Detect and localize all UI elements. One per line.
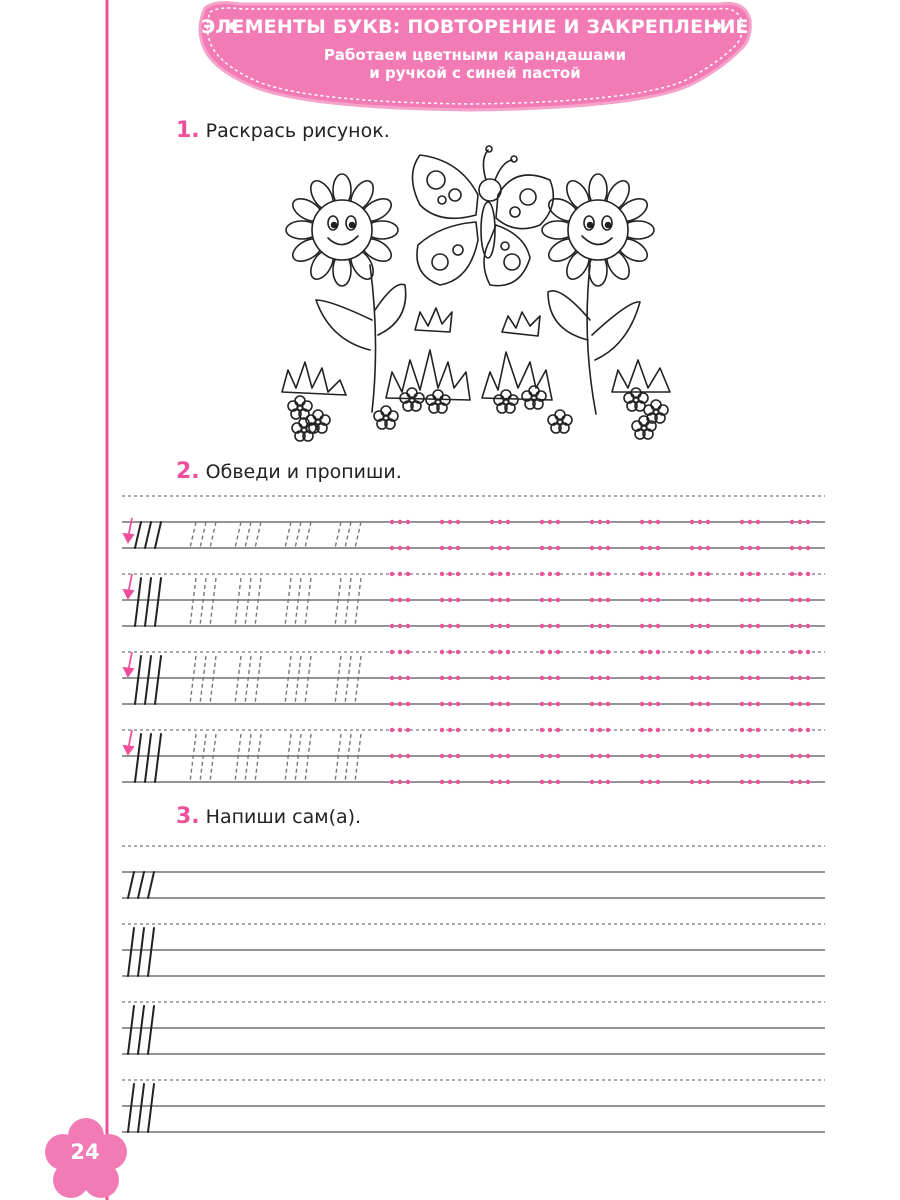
page-subtitle-line2: и ручкой с синей пастой [369, 64, 581, 82]
page-subtitle-line1: Работаем цветными карандашами [323, 46, 627, 64]
task-2-text: Обведи и пропиши. [205, 461, 402, 483]
task-3-text: Напиши сам(а). [205, 806, 362, 828]
page-title: ЭЛЕМЕНТЫ БУКВ: ПОВТОРЕНИЕ И ЗАКРЕПЛЕНИЕ [201, 16, 749, 38]
page-number: 24 [70, 1140, 100, 1164]
task-1-text: Раскрась рисунок. [205, 120, 390, 142]
task-3-number: 3. [176, 804, 200, 829]
task-1-number: 1. [176, 118, 200, 143]
task-2-number: 2. [176, 459, 200, 484]
